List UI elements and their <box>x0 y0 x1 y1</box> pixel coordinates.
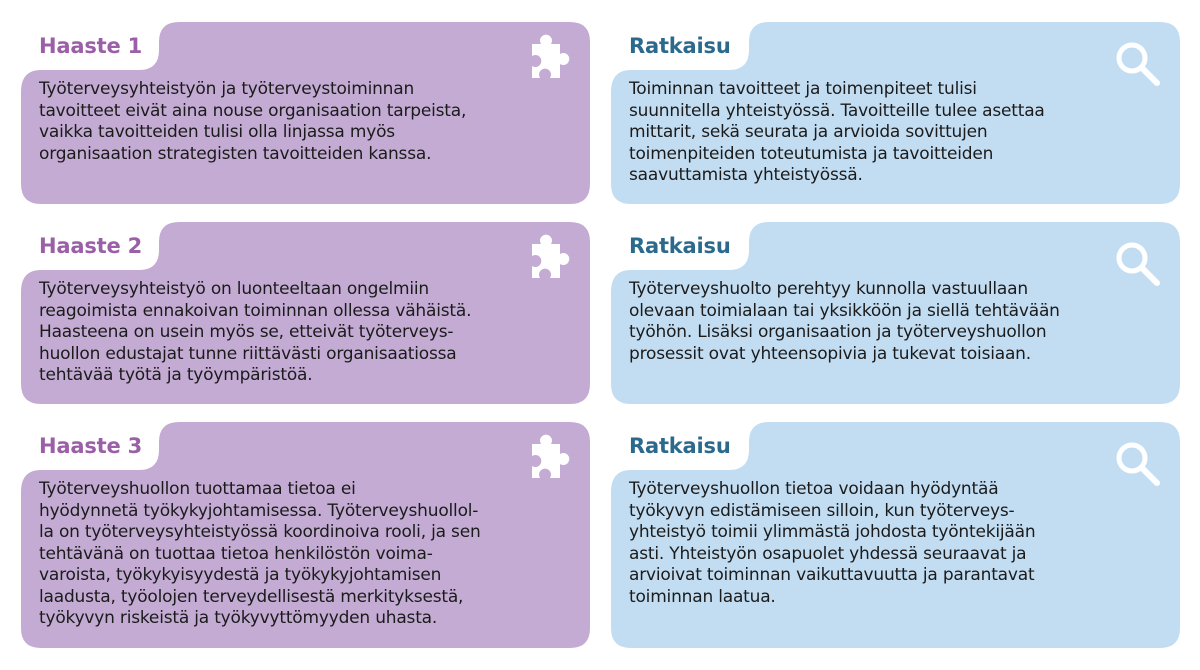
solution-text: Työterveyshuolto perehtyy kunnolla vastuullaan olevaan toimialaan tai yksikköön ja siellä tehtävään työhön. Lisäksi organisaation ja työterveyshuollon prosessit ovat yhteensopivia ja tukevat toisiaan. <box>629 279 1060 364</box>
challenge-text: Työterveyshuollon tuottamaa tietoa ei hyödynnetä työkykyjohtamisessa. Työterveyshuollol- la on työterveysyhteistyössä koordinoiva rooli, ja sen tehtävänä on tuottaa tietoa henkilöstön voima- varoista, työkykyisyydestä ja työkykyjohtamisen laadusta, työolojen terveydellisestä merkityksestä, työkyvyn riskeistä ja työkyvyttömyyden uhasta. <box>39 479 481 628</box>
puzzle-piece-icon <box>518 232 574 288</box>
solution-text: Työterveyshuollon tietoa voidaan hyödyntää työkyvyn edistämiseen silloin, kun työterveys- yhteistyö toimii ylimmästä johdosta työntekijään asti. Yhteistyön osapuolet yhdessä seuraavat ja arvioivat toiminnan vaikuttavuutta ja parantavat toiminnan laatua. <box>629 479 1036 607</box>
challenge-text: Työterveysyhteistyön ja työterveystoiminnan tavoitteet eivät aina nouse organisaation tarpeista, vaikka tavoitteiden tulisi olla linjassa myös organisaation strategisten tavoitteiden kanssa. <box>39 79 467 164</box>
solution-card-1 <box>611 22 1180 204</box>
solution-card-2 <box>611 222 1180 404</box>
magnifier-icon <box>1108 432 1168 492</box>
challenge-card-2 <box>21 222 590 404</box>
challenge-title: Haaste 3 <box>39 434 143 458</box>
challenge-card-1 <box>21 22 590 204</box>
solution-text: Toiminnan tavoitteet ja toimenpiteet tulisi suunnitella yhteistyössä. Tavoitteille tulee asettaa mittarit, sekä seurata ja arvioida sovittujen toimenpiteiden toteutumista ja tavoitteiden saavuttamista yhteistyössä. <box>629 79 1045 185</box>
challenge-title: Haaste 2 <box>39 234 143 258</box>
magnifier-icon <box>1108 32 1168 92</box>
solution-title: Ratkaisu <box>629 34 731 58</box>
solution-title: Ratkaisu <box>629 234 731 258</box>
puzzle-piece-icon <box>518 432 574 488</box>
puzzle-piece-icon <box>518 32 574 88</box>
challenge-title: Haaste 1 <box>39 34 143 58</box>
solution-card-3 <box>611 422 1180 648</box>
challenge-card-3 <box>21 422 590 648</box>
solution-title: Ratkaisu <box>629 434 731 458</box>
challenge-text: Työterveysyhteistyö on luonteeltaan ongelmiin reagoimista ennakoivan toiminnan ollessa vähäistä. Haasteena on usein myös se, etteivät työterveys- huollon edustajat tunne riittävästi organisaatiossa tehtävää työtä ja työympäristöä. <box>39 279 472 385</box>
magnifier-icon <box>1108 232 1168 292</box>
